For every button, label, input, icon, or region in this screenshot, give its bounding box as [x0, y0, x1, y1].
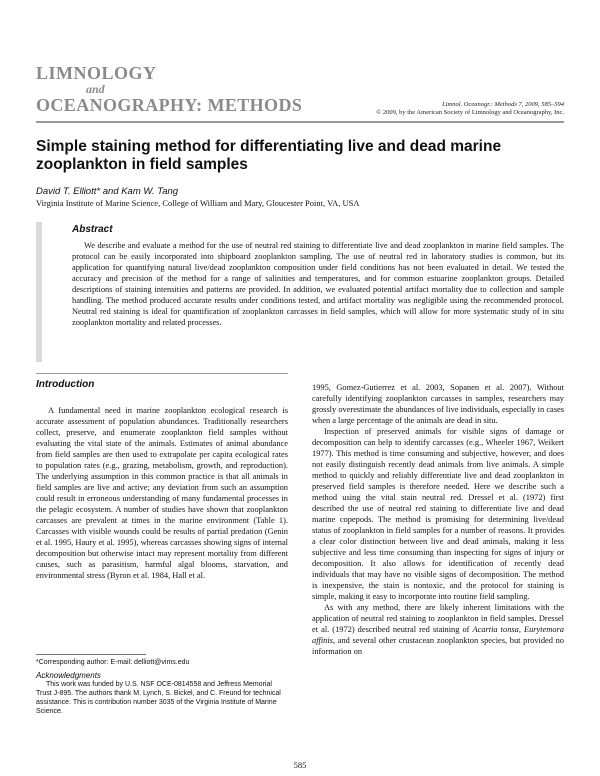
intro-paragraph-3-text-b: ,	[518, 625, 524, 634]
intro-paragraph-1-continued: 1995, Gomez-Gutierrez et al. 2003, Sopanen et al. 2007). Without carefully identifying zooplankton carcasses in samples, researchers may grossly overestimate the abundances of live individuals, especially in cases when a large percentage of the animals are dead in situ.	[312, 383, 564, 425]
journal-name-line1: LIMNOLOGY	[36, 63, 157, 83]
intro-paragraph-3-text-c: , and several other crustacean zooplankton species, but provided no information on	[312, 636, 564, 656]
journal-logo	[36, 64, 302, 114]
copyright-line: © 2009, by the American Society of Limnology and Oceanography, Inc.	[376, 109, 564, 116]
journal-name-line2: and	[86, 82, 105, 96]
species-name-eurytemora: Eurytemora affinis	[312, 625, 564, 645]
introduction-heading: Introduction	[36, 379, 95, 390]
affiliation: Virginia Institute of Marine Science, College of William and Mary, Gloucester Point, VA, USA	[36, 198, 360, 208]
intro-paragraph-1: A fundamental need in marine zooplankton ecological research is accurate assessment of population abundances. Traditionally researchers collect, preserve, and enumerate zooplankton field samples without evaluating the vital state of the animals. Estimates of animal abundance from field samples are then used to extrapolate per capita ecological rates to population rates (e.g., grazing, metabolism, growth, and reproduction). The underlying assumption in this common practice is that all animals in field samples are live and active; any deviation from such an assumption could result in erroneous understanding of many fundamental processes in the pelagic ecosystem. A number of studies have shown that zooplankton carcasses are prevalent at times in the marine environment (Table 1). Carcasses with visible wounds could be results of partial predation (Genin et al. 1995, Haury et al. 1995), whereas carcasses showing signs of internal decomposition but otherwise intact may represent mortality from different causes, such as parasitism, harmful algal blooms, starvation, and environmental stress (Byron et al. 1984, Hall et al.	[36, 406, 288, 580]
section-divider	[36, 373, 288, 374]
left-column	[36, 405, 288, 581]
abstract-text: We describe and evaluate a method for the use of neutral red staining to differentiate live and dead zooplankton in marine field samples. The protocol can be easily incorporated into shipboard zooplankton sampling. The use of neutral red in laboratory studies is common, but its application for quantifying natural live/dead zooplankton composition under field conditions has not been evaluated in detail. We tested the accuracy and precision of the method for a range of salinities and temperatures, and for common estuarine zooplankton groups. Detailed descriptions of staining intensities and patterns are provided. In addition, we evaluated potential artifact mortality due to collection and sample handling. The method produced accurate results under conditions tested, and artifact mortality was negligible using the recommended protocol. Neutral red staining is ideal for quantification of zooplankton carcasses in field samples, which will allow for more systematic study of in situ zooplankton mortality and related processes.	[72, 241, 564, 327]
corresponding-author: *Corresponding author: E-mail: delliott@vims.edu	[36, 659, 190, 666]
intro-paragraph-2: Inspection of preserved animals for visible signs of damage or decomposition can help to identify carcasses (e.g., Wheeler 1967, Weikert 1977). This method is time consuming and subjective, however, and does not easily distinguish recently dead animals from live animals. A simple method to quickly and reliably differentiate live and dead zooplankton in preserved field samples is therefore needed. Here we describe such a method using the vital stain neutral red. Dressel et al. (1972) first described the use of neutral red staining to differentiate live and dead marine copepods. The method is promising for determining live/dead status of zooplankton in field samples for a number of reasons. It provides a clear color distinction between live and dead animals, making it less subjective and less time consuming than inspecting for signs of injury or decomposition. It also allows for identification of recently dead individuals that may have no visible signs of decomposition. The method is inexpensive, the stain is nontoxic, and the protocol for staining is simple, making it easy to incorporate into routine field sampling.	[312, 427, 564, 601]
page-number: 585	[293, 760, 307, 770]
abstract-sidebar-bar	[36, 222, 42, 362]
footnote-block	[36, 658, 288, 716]
author-list: David T. Elliott* and Kam W. Tang	[36, 186, 179, 197]
species-name-acartia: Acartia tonsa	[472, 625, 519, 634]
intro-paragraph-3-text-a: As with any method, there are likely inherent limitations with the application of neutral red staining to zooplankton in field samples. Dressel et al. (1972) described neutral red staining of	[312, 603, 564, 634]
abstract-heading: Abstract	[72, 224, 113, 235]
journal-name-line3: OCEANOGRAPHY: METHODS	[36, 95, 303, 115]
acknowledgments-heading: Acknowledgments	[36, 671, 101, 680]
right-column	[312, 382, 564, 657]
paper-title: Simple staining method for differentiating live and dead marine zooplankton in field samples	[36, 138, 502, 173]
citation-line: Limnol. Oceanogr.: Methods 7, 2009, 585–594	[442, 101, 564, 108]
header-divider	[36, 121, 564, 123]
intro-paragraph-3	[312, 602, 564, 657]
citation-block	[376, 101, 564, 117]
acknowledgments-text: This work was funded by U.S. NSF OCE-0814558 and Jeffress Memorial Trust J-895. The authors thank M. Lynch, S. Bickel, and C. Freund for technical assistance. This is contribution number 3035 of the Virginia Institute of Marine Science.	[36, 681, 281, 715]
footnote-divider	[36, 654, 146, 655]
